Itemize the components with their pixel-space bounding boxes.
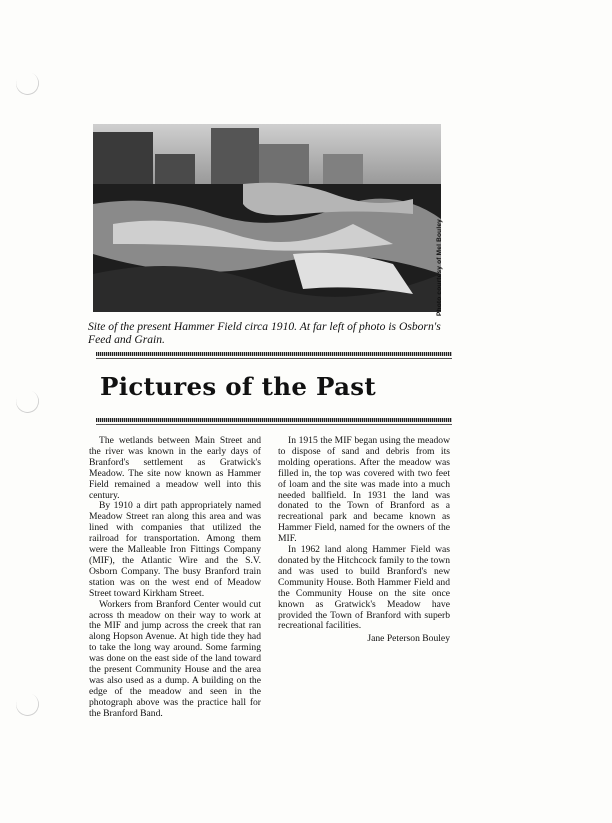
decorative-rule <box>96 424 452 425</box>
decorative-rule <box>96 358 452 359</box>
article-column-2 <box>278 436 450 645</box>
decorative-rule <box>96 352 452 356</box>
article-column-1 <box>89 436 261 720</box>
photo-graphic <box>93 124 441 312</box>
photo-credit: Photo courtesy of Mel Bouley <box>436 219 443 316</box>
binder-hole <box>13 387 42 416</box>
binder-hole <box>13 69 42 98</box>
decorative-rule <box>96 418 452 422</box>
photo-caption: Site of the present Hammer Field circa 1910. At far left of photo is Osborn's Feed and Grain. <box>88 320 441 346</box>
headline: Pictures of the Past <box>100 372 377 401</box>
binder-hole <box>13 690 42 719</box>
paragraph: The wetlands between Main Street and the river was known in the early days of Branford's settlement as Gratwick's Meadow. The site now known as Hammer Field remained a meadow well into this century. <box>89 435 261 501</box>
paragraph: By 1910 a dirt path appropriately named Meadow Street ran along this area and was lined with companies that utilized the railroad for transportation. Among them were the Malleable Iron Fittings Company (MIF), the Atlantic Wire and the S.V. Osborn Company. The busy Branford train station was on the west end of Meadow Street toward Kirkham Street. <box>89 500 261 599</box>
paragraph: In 1962 land along Hammer Field was donated by the Hitchcock family to the town and was used to build Branford's new Community House. Both Hammer Field and the Community House on the site once known as Gratwick's Meadow have provided the Town of Branford with superb recreational facilities. <box>278 544 450 632</box>
paragraph: In 1915 the MIF began using the meadow to dispose of sand and debris from its molding operations. After the meadow was filled in, the top was covered with two feet of loam and the site was made into a much needed ballfield. In 1931 the land was donated to the Town of Branford as a recreational park and became known as Hammer Field, named for the owners of the MIF. <box>278 435 450 545</box>
historic-photo <box>93 124 441 312</box>
paragraph: Workers from Branford Center would cut across th meadow on their way to work at the MIF and jump across the creek that ran along Hopson Avenue. At high tide they had to take the long way around. Some farming was done on the east side of the land toward the present Community House and the area was also used as a dump. A building on the edge of the meadow and seen in the photograph above was the practice hall for the Branford Band. <box>89 598 261 719</box>
byline: Jane Peterson Bouley <box>367 633 450 645</box>
